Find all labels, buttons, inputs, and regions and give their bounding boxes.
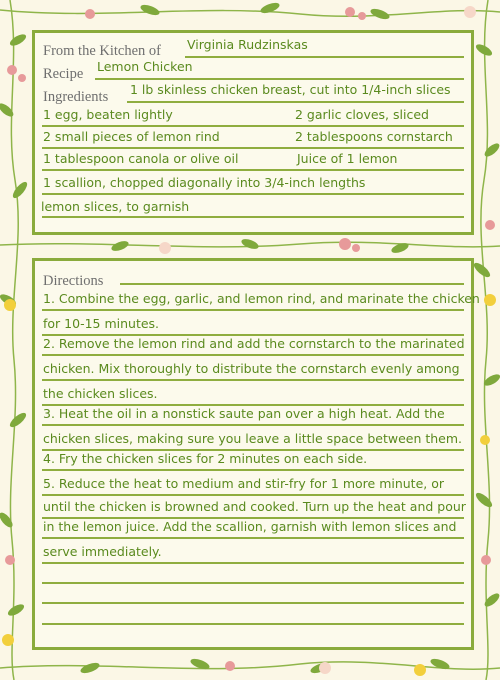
directions-label: Directions — [43, 273, 104, 289]
ingredient-item: 1 tablespoon canola or olive oil — [43, 151, 239, 166]
ingredients-card — [32, 30, 474, 235]
direction-line: in the lemon juice. Add the scallion, garnish with lemon slices and — [43, 519, 457, 534]
direction-line: 2. Remove the lemon rind and add the cornstarch to the marinated — [43, 336, 465, 351]
directions-card — [32, 258, 480, 650]
ingredient-item: lemon slices, to garnish — [41, 199, 190, 214]
ingredient-item: 1 egg, beaten lightly — [43, 107, 173, 122]
direction-line: chicken. Mix thoroughly to distribute the cornstarch evenly among — [43, 361, 460, 376]
direction-line: chicken slices, making sure you leave a little space between them. — [43, 431, 463, 446]
direction-line: 1. Combine the egg, garlic, and lemon rind, and marinate the chicken — [43, 291, 480, 306]
direction-line: until the chicken is browned and cooked. Turn up the heat and pour — [43, 499, 466, 514]
from-kitchen-label: From the Kitchen of — [43, 43, 161, 59]
ingredient-item: 2 small pieces of lemon rind — [43, 129, 220, 144]
direction-line: the chicken slices. — [43, 386, 158, 401]
ingredient-item: 2 tablespoons cornstarch — [295, 129, 453, 144]
recipe-value: Lemon Chicken — [97, 59, 193, 74]
direction-line: 3. Heat the oil in a nonstick saute pan over a high heat. Add the — [43, 406, 445, 421]
direction-line: for 10-15 minutes. — [43, 316, 160, 331]
ingredients-label: Ingredients — [43, 89, 109, 105]
ingredient-item: 2 garlic cloves, sliced — [295, 107, 429, 122]
direction-line: serve immediately. — [43, 544, 162, 559]
direction-line: 4. Fry the chicken slices for 2 minutes on each side. — [43, 451, 368, 466]
recipe-label: Recipe — [43, 66, 84, 82]
ingredient-item: Juice of 1 lemon — [297, 151, 398, 166]
ingredient-item: 1 scallion, chopped diagonally into 3/4-inch lengths — [43, 175, 366, 190]
ingredient-item: 1 lb skinless chicken breast, cut into 1/4-inch slices — [130, 82, 451, 97]
from-kitchen-value: Virginia Rudzinskas — [187, 37, 308, 52]
direction-line: 5. Reduce the heat to medium and stir-fry for 1 more minute, or — [43, 476, 445, 491]
